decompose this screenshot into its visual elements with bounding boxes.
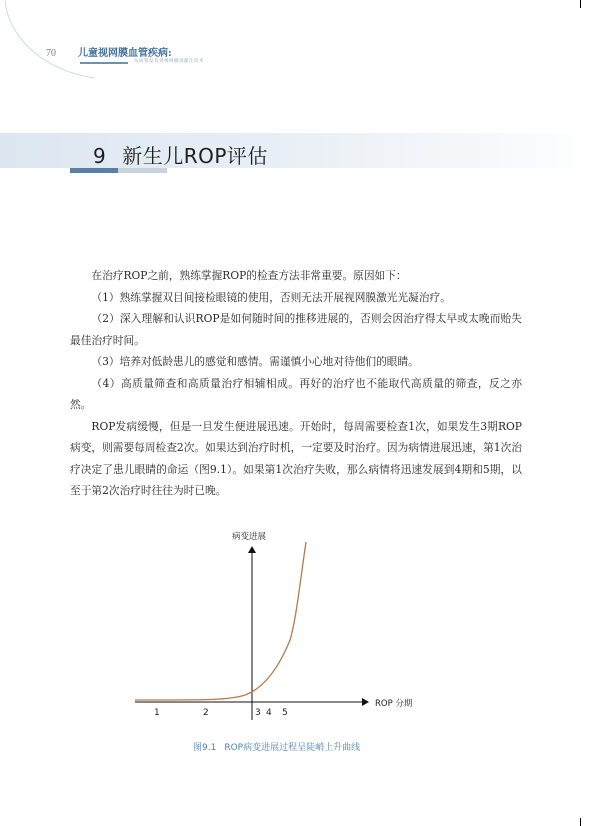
- running-head-title: 儿童视网膜血管疾病:: [78, 48, 172, 59]
- x-tick-label: 3: [255, 708, 261, 718]
- chapter-number: 9: [93, 144, 107, 168]
- crop-mark-bottom-right: [580, 818, 581, 826]
- figure-caption: [193, 740, 360, 753]
- chapter-title: 新生儿ROP评估: [122, 144, 268, 168]
- x-tick-label: 4: [266, 708, 272, 718]
- running-head-subtitle: 从血管发育到视网膜再灌注技术: [134, 59, 204, 64]
- x-tick-label: 1: [154, 708, 160, 718]
- x-tick-label: 5: [282, 708, 288, 718]
- progression-curve: [135, 542, 306, 700]
- progression-chart: [120, 525, 440, 725]
- paragraph: 在治疗ROP之前，熟练掌握ROP的检查方法非常重要。原因如下：: [91, 269, 407, 282]
- figure-caption-text: ROP病变进展过程呈陡峭上升曲线: [224, 743, 361, 753]
- crop-mark-top-right: [580, 0, 581, 8]
- paragraph: （3）培养对低龄患儿的感觉和感情。需谨慎小心地对待他们的眼睛。: [91, 355, 419, 368]
- paragraph: （1）熟练掌握双目间接检眼镜的使用，否则无法开展视网膜激光光凝治疗。: [91, 290, 451, 304]
- chapter-title-band: [0, 133, 593, 168]
- paragraph: ROP发病缓慢，但是一旦发生便进展迅速。开始时，每周需要检查1次，如果发生3期ROP病变，则需要每周检查2次。如果达到治疗时机，一定要及时治疗。因为病情进展迅速，第1次治疗决定了患儿眼睛的命运（图9.1）。如果第1次治疗失败，那么病情将迅速发展到4期和5期，以至于第2次治疗时往往为时已晚。: [70, 419, 522, 497]
- figure-number: 图9.1: [193, 743, 217, 753]
- body-text: [70, 265, 522, 502]
- paragraph: （4）高质量筛查和高质量治疗相辅相成。再好的治疗也不能取代高质量的筛查，反之亦然。: [70, 376, 522, 411]
- y-axis-label: 病变进展: [232, 532, 267, 542]
- chapter-heading: [93, 140, 268, 169]
- x-axis-label: ROP 分期: [375, 699, 413, 709]
- page-number: 70: [46, 48, 56, 59]
- x-tick-label: 2: [203, 708, 209, 718]
- paragraph: （2）深入理解和认识ROP是如何随时间的推移进展的，否则会因治疗得太早或太晚而贻失最佳治疗时间。: [70, 312, 522, 347]
